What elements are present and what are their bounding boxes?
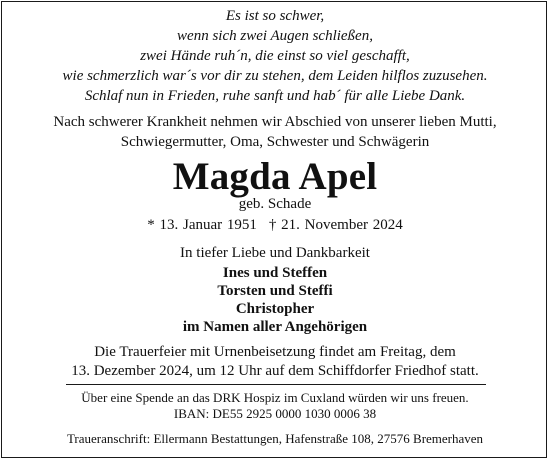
maiden-name: geb. Schade: [238, 196, 312, 212]
mourner-2: Torsten und Steffi: [217, 283, 333, 299]
poem-line-4: wie schmerzlich war´s vor dir zu stehen, dem Leiden hilflos zuzusehen.: [62, 68, 488, 84]
mourning-address: Traueranschrift: Ellermann Bestattungen, Hafenstraße 108, 27576 Bremerhaven: [66, 431, 484, 446]
donation-line-1: Über eine Spende an das DRK Hospiz im Cuxland würden wir uns freuen.: [81, 390, 469, 405]
poem-line-3: zwei Hände ruh´n, die einst so viel geschafft,: [140, 48, 410, 64]
intro-line-2: Schwiegermutter, Oma, Schwester und Schwägerin: [120, 134, 430, 150]
poem-line-5: Schlaf nun in Frieden, ruhe sanft und hab´ für alle Liebe Dank.: [84, 88, 466, 104]
mourners-intro: In tiefer Liebe und Dankbarkeit: [180, 245, 370, 261]
divider-line: [66, 384, 486, 385]
funeral-line-2: 13. Dezember 2024, um 12 Uhr auf dem Schiffdorfer Friedhof statt.: [71, 363, 479, 379]
mourner-4: im Namen aller Angehörigen: [182, 319, 368, 335]
intro-line-1: Nach schwerer Krankheit nehmen wir Abschied von unserer lieben Mutti,: [53, 114, 497, 130]
death-date: † 21. November 2024: [268, 217, 403, 233]
poem-line-1: Es ist so schwer,: [225, 8, 325, 24]
funeral-line-1: Die Trauerfeier mit Urnenbeisetzung findet am Freitag, dem: [94, 344, 456, 360]
life-dates: [0, 218, 550, 233]
mourner-3: Christopher: [235, 301, 315, 317]
deceased-name: Magda Apel: [172, 155, 378, 198]
poem-line-2: wenn sich zwei Augen schließen,: [177, 28, 373, 44]
mourner-1: Ines und Steffen: [222, 265, 328, 281]
birth-date: * 13. Januar 1951: [147, 217, 257, 233]
donation-iban: IBAN: DE55 2925 0000 1030 0006 38: [173, 406, 377, 421]
